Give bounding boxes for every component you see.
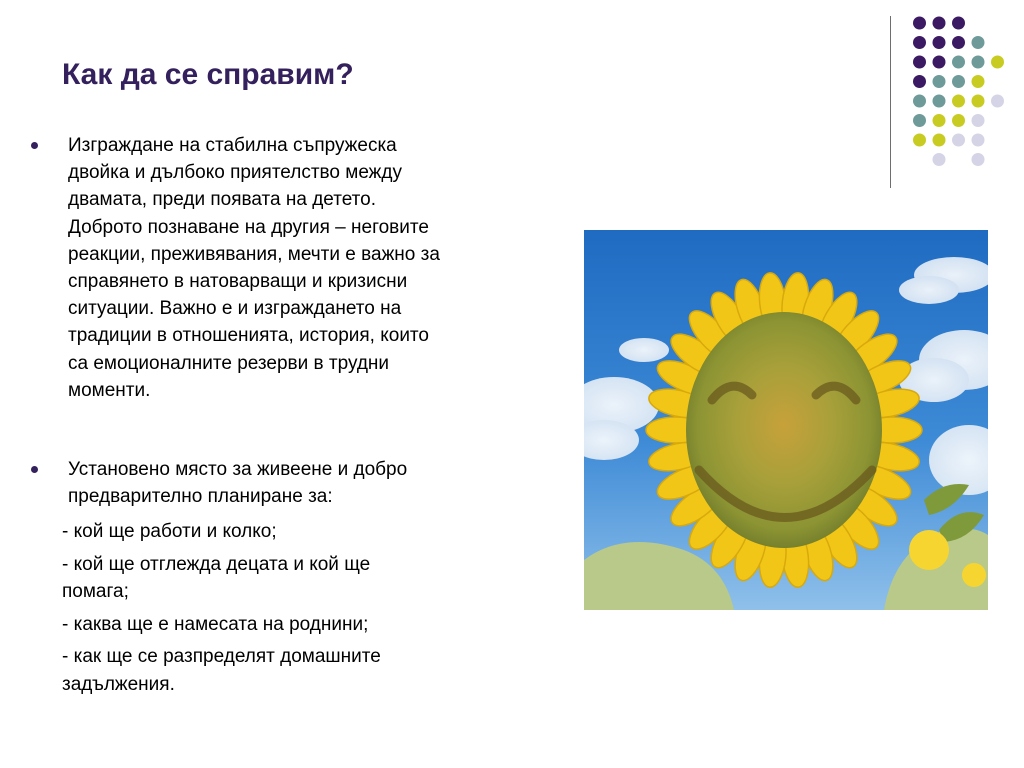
decor-dot [972,56,985,69]
decor-dot [991,95,1004,108]
decor-dot [913,114,926,127]
decor-dot [933,95,946,108]
bullet-text: Изграждане на стабилна съпружеска двойка и дълбоко приятелство между двамата, преди появата на детето. Доброто познаване на другия – неговите реакции, преживявания, мечти е важно за справянето в натоварващи и кризисни ситуации. Важно е и изграждането на традиции в отношенията, история, които са емоционалните резерви в трудни моменти. [68,135,440,401]
bullet-marker-icon [31,466,38,473]
sub-list [62,518,482,703]
bullet-item-2 [68,456,508,510]
decor-dot [913,134,926,147]
sub-list-item: - кой ще работи и колко; [62,521,277,542]
decor-dot [933,114,946,127]
bullet-text: Установено място за живеене и добро предварително планиране за: [68,459,408,508]
decor-dot [972,75,985,88]
sub-list-item: - как ще се разпределят домашните задължения. [62,646,381,695]
bullet-item-1 [68,132,528,404]
decor-dot [913,17,926,30]
sub-list-item: - кой ще отглежда децата и кой ще помага; [62,553,371,602]
decor-dot [972,36,985,49]
decor-dot [972,153,985,166]
sub-list-item: - каква ще е намесата на роднини; [62,613,369,635]
decor-dot [913,36,926,49]
decor-dot [913,75,926,88]
decor-dot [952,114,965,127]
vertical-divider [890,16,891,188]
decor-dot [952,36,965,49]
bullet-marker-icon [31,142,38,149]
decor-dot [933,36,946,49]
decor-dot [952,95,965,108]
decor-dot [913,95,926,108]
decor-dot [972,95,985,108]
decor-dot [933,17,946,30]
decor-dot [952,17,965,30]
decor-dot [913,56,926,69]
decor-dot [933,56,946,69]
decor-dot [952,56,965,69]
decor-dot [952,134,965,147]
decor-dot [972,134,985,147]
decor-dot [933,75,946,88]
decor-dot [933,153,946,166]
sunflower-photo [584,230,988,610]
slide-title: Как да се справим? [62,58,354,91]
decor-dot [991,56,1004,69]
decor-dot [952,75,965,88]
decor-dot [972,114,985,127]
decor-dot [933,134,946,147]
